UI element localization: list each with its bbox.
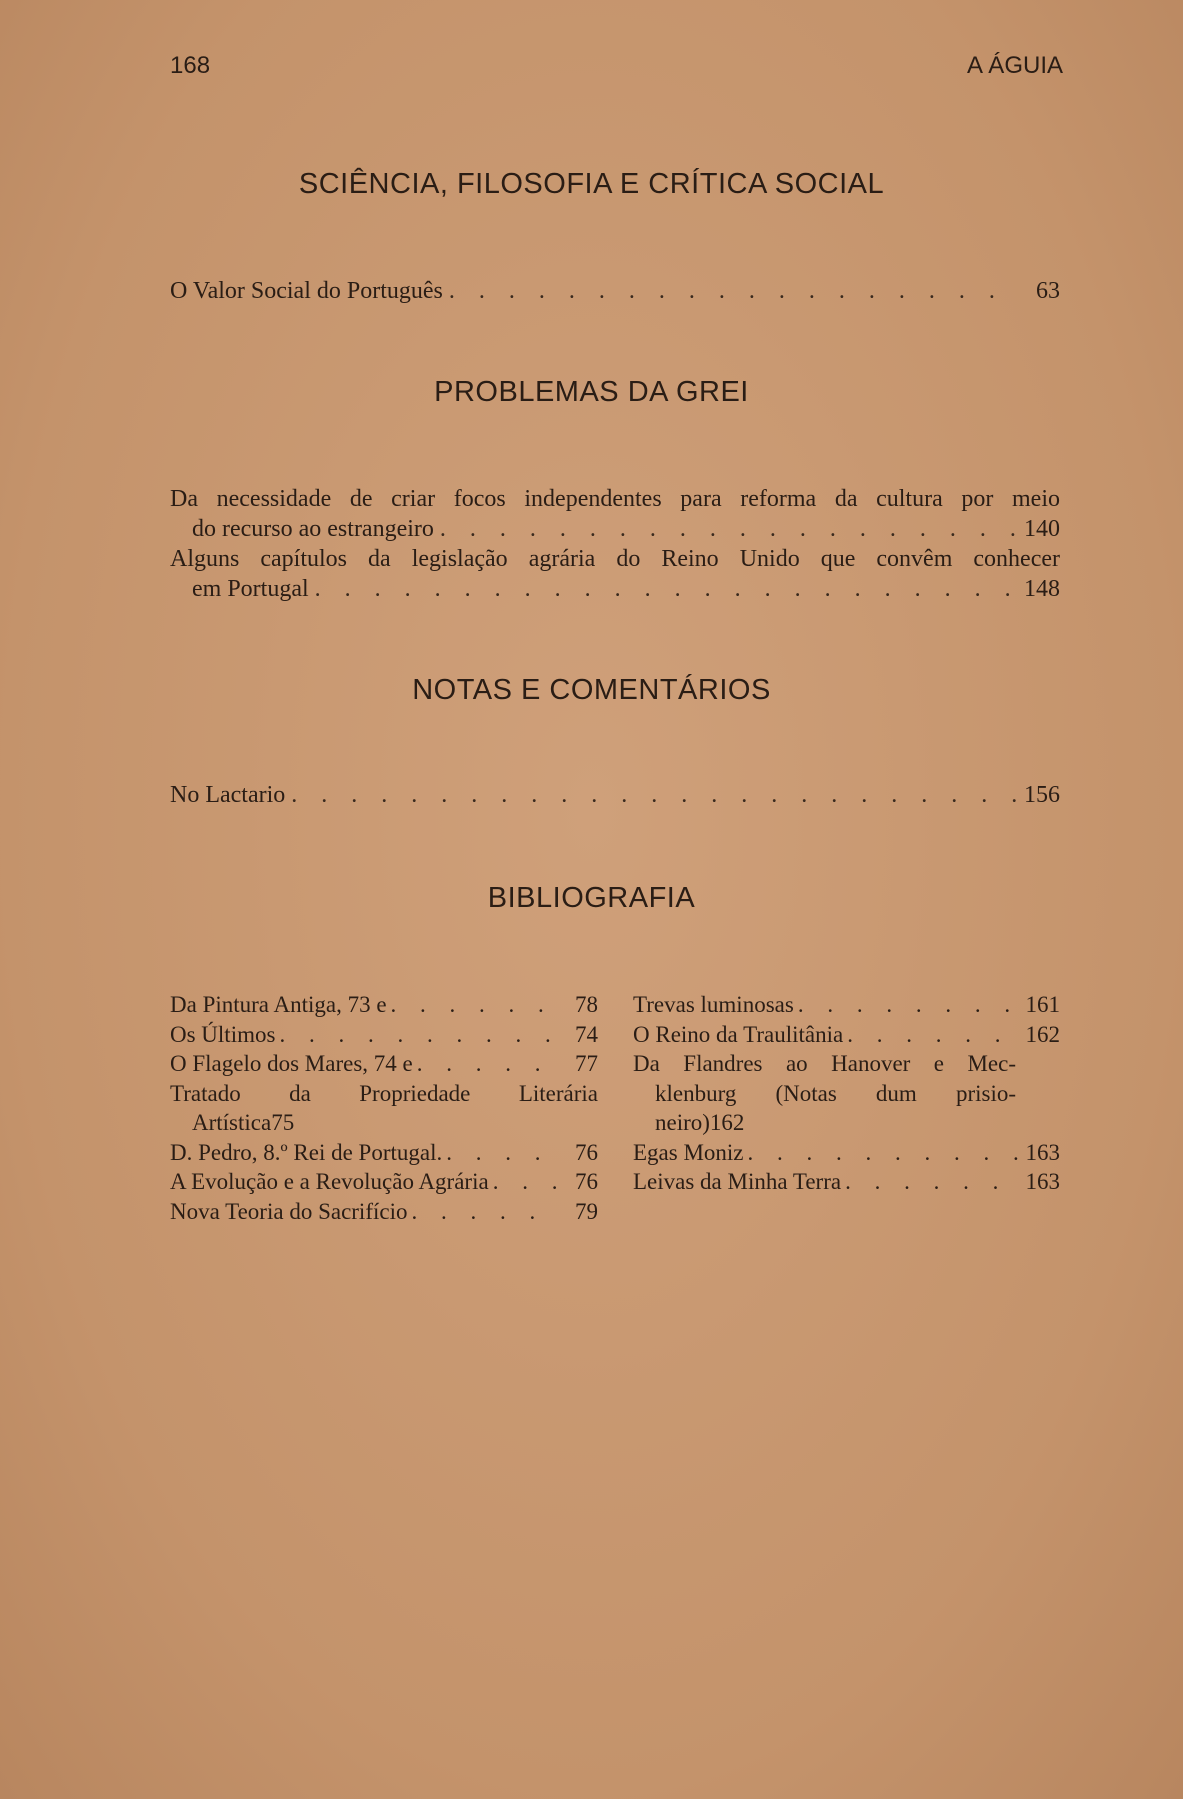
bib-page: 162: [709, 1110, 745, 1135]
entry-title: No Lactario: [170, 782, 286, 808]
bib-page: 74: [575, 1021, 598, 1047]
bibliography-item: [170, 1049, 598, 1079]
entry-page: 156: [1024, 782, 1060, 808]
toc-entry: [170, 276, 1060, 306]
dot-leader: [847, 1020, 1021, 1050]
bib-page: 76: [575, 1169, 598, 1194]
dot-leader: [798, 990, 1022, 1020]
bib-title: Egas Moniz: [633, 1139, 744, 1165]
bibliography-item: [170, 1079, 598, 1138]
dot-leader: [449, 276, 1018, 306]
dot-leader: [315, 574, 1018, 604]
bib-page: 162: [1025, 1021, 1060, 1047]
bib-title: O Reino da Traulitânia: [633, 1021, 844, 1047]
entry-page: 148: [1024, 576, 1060, 602]
toc-entry: [170, 484, 1060, 544]
entry-title: O Valor Social do Português: [170, 278, 443, 304]
bib-page: 78: [575, 992, 598, 1017]
dot-leader: [411, 1197, 560, 1227]
bib-title: O Flagelo dos Mares, 74 e: [170, 1051, 413, 1076]
entry-title-continued: em Portugal: [192, 576, 309, 602]
bib-page: 163: [1025, 1139, 1060, 1165]
bib-title: Leivas da Minha Terra: [633, 1169, 842, 1194]
bibliography-item: [170, 1020, 598, 1050]
bib-page: 161: [1025, 992, 1060, 1017]
bibliography-item: [633, 990, 1060, 1020]
bibliography-item: [633, 1020, 1060, 1050]
bib-page: 79: [575, 1198, 598, 1224]
bib-title: Nova Teoria do Sacrifício: [170, 1198, 408, 1224]
entry-title-line: [170, 574, 1060, 604]
dot-leader: [440, 514, 1018, 544]
bibliography-left-column: [170, 990, 598, 1226]
page-number: 168: [170, 52, 211, 79]
bib-page: 75: [271, 1110, 295, 1135]
bib-title: D. Pedro, 8.º Rei de Portugal.: [170, 1139, 443, 1165]
bibliography-item: [170, 1167, 598, 1197]
bibliography-item: [633, 1138, 1060, 1168]
toc-entry: [170, 780, 1060, 810]
bib-title-line: Tratado da Propriedade Literária: [170, 1080, 598, 1106]
dot-leader: [279, 1020, 560, 1050]
bib-page: 77: [575, 1051, 598, 1076]
toc-entry: [170, 544, 1060, 604]
bibliography-item: [170, 1197, 598, 1227]
bib-page: 76: [575, 1139, 598, 1165]
dot-leader: [748, 1138, 1022, 1168]
journal-title: A ÁGUIA: [966, 52, 1063, 79]
bibliography-item: [170, 990, 598, 1020]
dot-leader: [493, 1167, 560, 1197]
entry-page: 140: [1024, 516, 1060, 542]
section-title: BIBLIOGRAFIA: [487, 882, 696, 914]
entry-title-line: [170, 514, 1060, 544]
dot-leader: [446, 1138, 560, 1168]
dot-leader: [417, 1049, 560, 1079]
bib-title-line: [170, 1108, 598, 1138]
dot-leader: [291, 780, 1018, 810]
bibliography-item: [170, 1138, 598, 1168]
bib-title-line: klenburg (Notas dum prisio-: [655, 1080, 1016, 1106]
entry-page: 63: [1036, 278, 1060, 304]
dot-leader: [845, 1167, 1021, 1197]
dot-leader: [391, 990, 560, 1020]
bib-page: 163: [1025, 1169, 1060, 1194]
bib-title: Os Últimos: [170, 1021, 276, 1047]
section-title: SCIÊNCIA, FILOSOFIA E CRÍTICA SOCIAL: [298, 168, 885, 200]
bib-title-continued: neiro): [655, 1110, 710, 1135]
bibliography-item: [633, 1167, 1060, 1197]
bibliography-item: [633, 1049, 1060, 1138]
bib-title: Da Pintura Antiga, 73 e: [170, 992, 387, 1017]
bib-title-line: [633, 1108, 1060, 1138]
section-title: NOTAS E COMENTÁRIOS: [412, 674, 771, 706]
entry-title-line: Alguns capítulos da legislação agrária do Reino Unido que convêm conhecer: [170, 546, 1060, 572]
bibliography-right-column: [633, 990, 1060, 1197]
bib-title: Trevas luminosas: [633, 992, 794, 1017]
bib-title-continued: Artística: [192, 1110, 272, 1135]
section-title: PROBLEMAS DA GREI: [434, 376, 749, 408]
running-head: [170, 52, 1063, 82]
bib-title: A Evolução e a Revolução Agrária: [170, 1169, 489, 1194]
entry-title-line: Da necessidade de criar focos independentes para reforma da cultura por meio: [170, 486, 1060, 512]
entry-title-continued: do recurso ao estrangeiro: [192, 516, 434, 542]
bib-title-line: Da Flandres ao Hanover e Mec-: [633, 1051, 1016, 1076]
